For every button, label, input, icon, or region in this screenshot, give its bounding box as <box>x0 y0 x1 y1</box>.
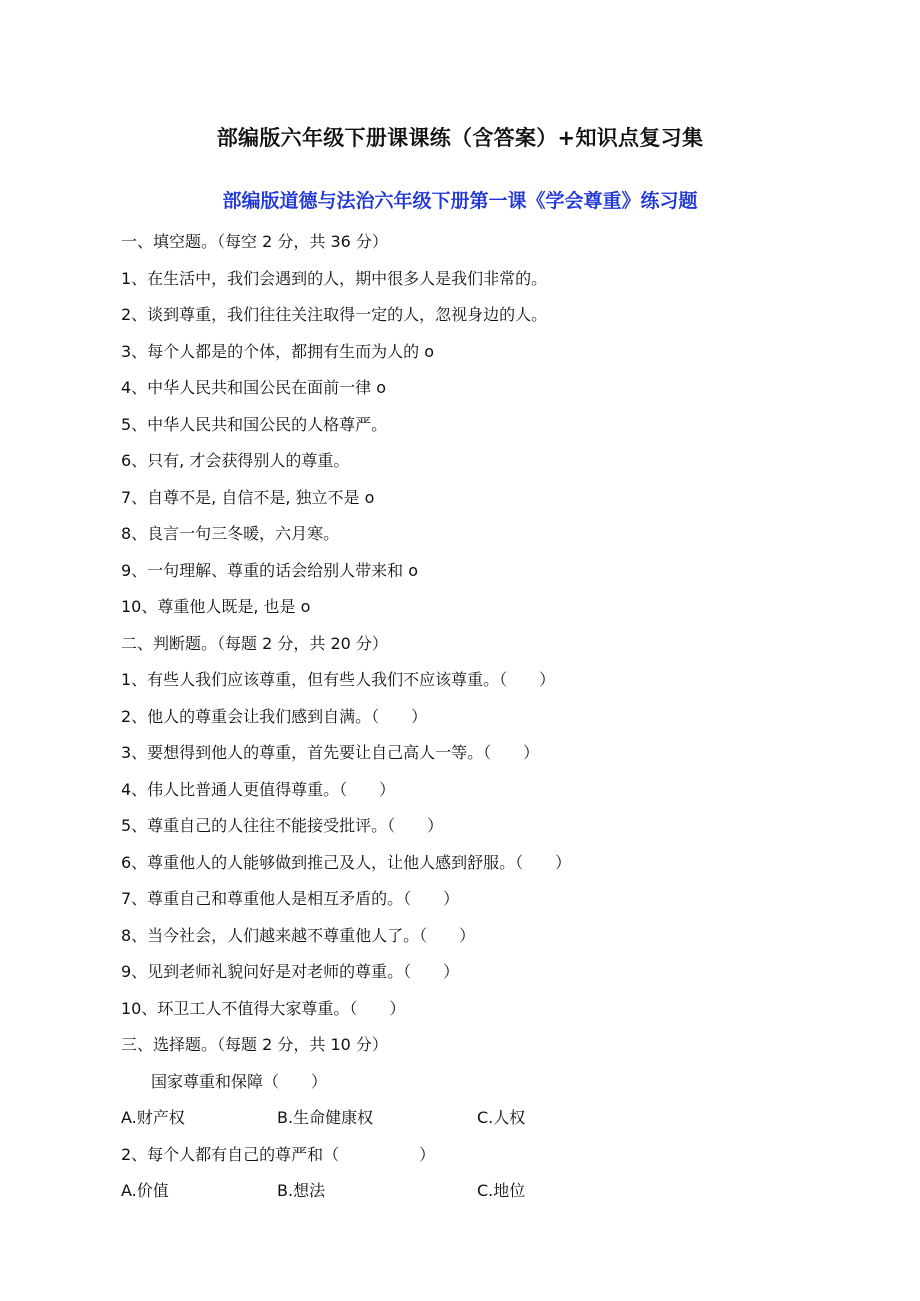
fill-question: 4、中华人民共和国公民在面前一律 o <box>121 378 387 397</box>
choice-option-c: C.地位 <box>477 1181 526 1200</box>
choice-option-b: B.生命健康权 <box>277 1108 374 1127</box>
choice-options <box>121 1108 821 1145</box>
choice-option-a: A.财产权 <box>121 1108 185 1127</box>
fill-question: 3、每个人都是的个体，都拥有生而为人的 o <box>121 341 435 361</box>
choice-options <box>121 1181 821 1218</box>
choice-option-c: C.人权 <box>477 1108 526 1127</box>
document-title: 部编版六年级下册课课练（含答案）+知识点复习集 <box>216 126 704 150</box>
judge-question: 6、尊重他人的人能够做到推己及人，让他人感到舒服。（ ） <box>121 852 572 872</box>
fill-question: 7、自尊不是, 自信不是, 独立不是 o <box>121 487 375 507</box>
judge-question: 8、当今社会，人们越来越不尊重他人了。（ ） <box>121 925 476 945</box>
document-subtitle: 部编版道德与法治六年级下册第一课《学会尊重》练习题 <box>222 190 698 212</box>
fill-question: 10、尊重他人既是, 也是 o <box>121 597 311 616</box>
choice-question-stem: 国家尊重和保障（ ） <box>151 1071 328 1091</box>
exercise-content <box>121 232 821 1218</box>
fill-question: 5、中华人民共和国公民的人格尊严。 <box>121 414 388 434</box>
section-heading-choice: 三、选择题。（每题 2 分，共 10 分） <box>121 1035 388 1054</box>
fill-question: 9、一句理解、尊重的话会给别人带来和 o <box>121 560 419 580</box>
judge-question: 2、他人的尊重会让我们感到自满。（ ） <box>121 706 428 726</box>
judge-question: 5、尊重自己的人往往不能接受批评。（ ） <box>121 816 444 835</box>
judge-question: 4、伟人比普通人更值得尊重。（ ） <box>121 779 396 799</box>
section-heading-fill: 一、填空题。（每空 2 分，共 36 分） <box>121 232 388 251</box>
choice-option-b: B.想法 <box>277 1181 326 1200</box>
judge-question: 9、见到老师礼貌问好是对老师的尊重。（ ） <box>121 962 460 981</box>
judge-question: 1、有些人我们应该尊重，但有些人我们不应该尊重。（ ） <box>121 670 556 689</box>
judge-question: 3、要想得到他人的尊重，首先要让自己高人一等。（ ） <box>121 743 540 762</box>
fill-question: 6、只有, 才会获得别人的尊重。 <box>121 451 350 470</box>
choice-option-a: A.价值 <box>121 1181 169 1200</box>
judge-question: 10、环卫工人不值得大家尊重。（ ） <box>121 998 406 1018</box>
section-heading-judge: 二、判断题。（每题 2 分，共 20 分） <box>121 633 388 653</box>
choice-question-stem: 2、每个人都有自己的尊严和（ ） <box>121 1144 436 1164</box>
fill-question: 1、在生活中，我们会遇到的人，期中很多人是我们非常的。 <box>121 268 548 288</box>
fill-question: 2、谈到尊重，我们往往关注取得一定的人，忽视身边的人。 <box>121 305 548 324</box>
fill-question: 8、良言一句三冬暖，六月寒。 <box>121 524 340 543</box>
judge-question: 7、尊重自己和尊重他人是相互矛盾的。（ ） <box>121 889 460 908</box>
